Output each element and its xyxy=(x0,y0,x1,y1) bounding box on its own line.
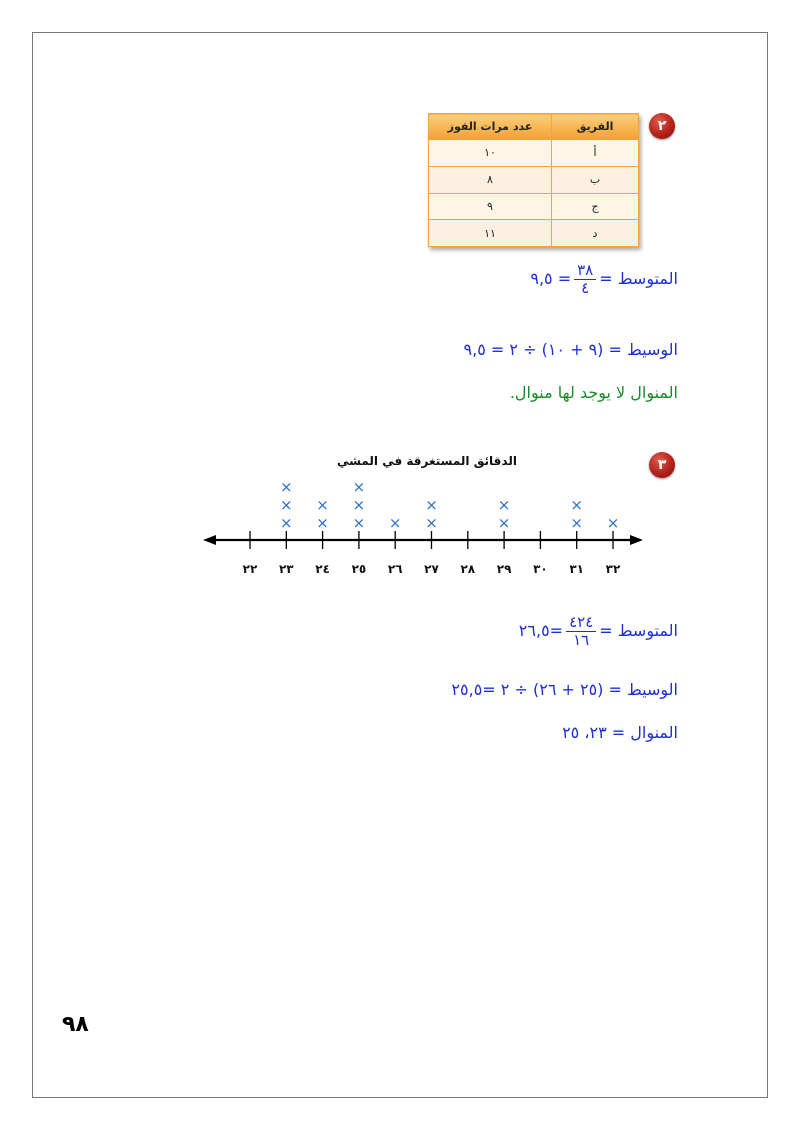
data-mark: × xyxy=(352,496,366,514)
mean-fraction xyxy=(566,614,596,649)
data-mark: × xyxy=(497,496,511,514)
tick-label: ٢٢ xyxy=(242,562,258,576)
problem-3-median: الوسيط = (٢٥ + ٢٦) ÷ ٢ =٢٥,٥ xyxy=(451,680,678,699)
header-team: الفريق xyxy=(552,114,639,140)
page-number: ٩٨ xyxy=(62,1012,89,1037)
data-mark: × xyxy=(280,514,293,532)
fraction-numerator: ٣٨ xyxy=(574,262,596,280)
tick-label: ٢٧ xyxy=(424,562,439,576)
cell-wins: ١٠ xyxy=(429,140,552,167)
tick-label: ٢٨ xyxy=(460,562,476,576)
cell-team: ج xyxy=(552,193,639,220)
tick-label: ٢٦ xyxy=(387,562,403,576)
fraction-denominator: ٤ xyxy=(581,279,590,297)
tick-label: ٣٠ xyxy=(533,562,548,576)
mean-label: المتوسط = xyxy=(599,621,678,640)
tick-label: ٢٣ xyxy=(278,562,294,576)
data-mark: × xyxy=(280,496,293,514)
problem-2-median: الوسيط = (٩ + ١٠) ÷ ٢ = ٩,٥ xyxy=(463,340,678,359)
fraction-numerator: ٤٢٤ xyxy=(566,614,596,632)
tick-label: ٢٩ xyxy=(496,562,512,576)
cell-wins: ٩ xyxy=(429,193,552,220)
data-mark: × xyxy=(425,496,438,514)
data-mark: × xyxy=(316,514,329,532)
tick-label: ٢٥ xyxy=(351,562,367,576)
header-wins: عدد مرات الفوز xyxy=(429,114,552,140)
data-mark: × xyxy=(497,514,511,532)
cell-team: ب xyxy=(552,166,639,193)
data-mark: × xyxy=(570,496,583,514)
mean-result: = ٩,٥ xyxy=(530,269,572,288)
mean-result: =٢٦,٥ xyxy=(518,621,564,640)
problem-2-mode: المنوال لا يوجد لها منوال. xyxy=(509,383,678,402)
fraction-denominator: ١٦ xyxy=(573,631,590,649)
cell-team: أ xyxy=(552,140,639,167)
problem-3-mean xyxy=(519,614,678,649)
tick-label: ٢٤ xyxy=(315,562,330,576)
data-mark: × xyxy=(352,478,366,496)
mean-label: المتوسط = xyxy=(599,269,678,288)
tick-label: ٣١ xyxy=(569,562,585,576)
tick-label: ٣٢ xyxy=(605,562,621,576)
data-mark: × xyxy=(425,514,438,532)
axis-left-arrow xyxy=(203,535,216,545)
data-mark: × xyxy=(606,514,620,532)
axis-right-arrow xyxy=(630,535,643,545)
cell-wins: ٨ xyxy=(429,166,552,193)
data-mark: × xyxy=(316,496,329,514)
data-mark: × xyxy=(570,514,583,532)
problem-3-mode: المنوال = ٢٣، ٢٥ xyxy=(562,723,678,742)
cell-team: د xyxy=(552,220,639,247)
data-mark: × xyxy=(280,478,293,496)
problem-2-badge: ٢ xyxy=(649,113,675,139)
cell-wins: ١١ xyxy=(429,220,552,247)
data-mark: × xyxy=(388,514,402,532)
data-mark: × xyxy=(352,514,366,532)
line-plot-title: الدقائق المستغرقة في المشي xyxy=(337,454,517,468)
problem-3-badge: ٣ xyxy=(649,452,675,478)
